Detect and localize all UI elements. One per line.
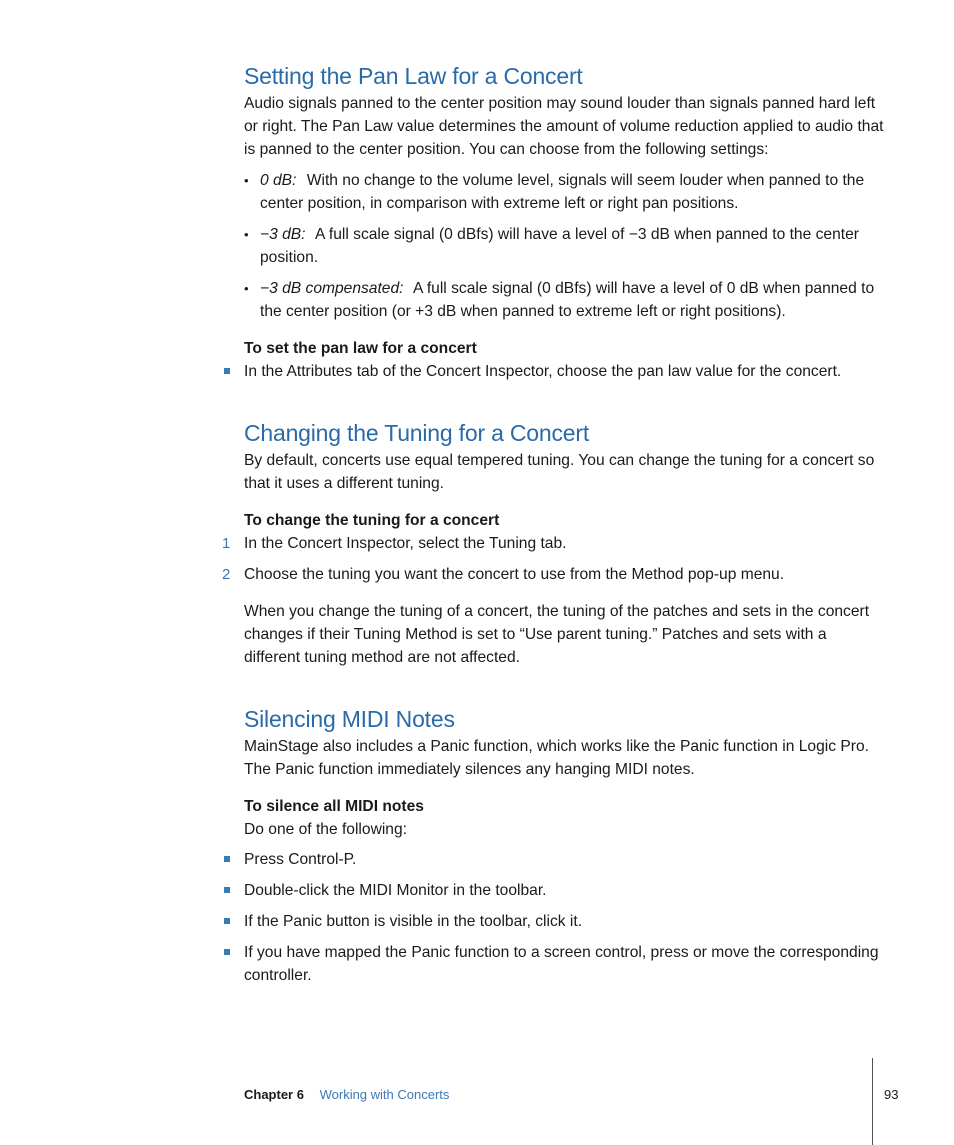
list-item xyxy=(244,848,884,871)
section-heading: Setting the Pan Law for a Concert xyxy=(244,63,583,89)
square-bullet-icon xyxy=(224,918,230,924)
task-steps xyxy=(222,532,884,586)
list-item xyxy=(222,532,884,555)
task-subtitle: Do one of the following: xyxy=(244,821,407,838)
section-heading: Changing the Tuning for a Concert xyxy=(244,420,590,446)
square-bullet-icon xyxy=(224,949,230,955)
step-text: In the Attributes tab of the Concert Inspector, choose the pan law value for the concert. xyxy=(244,363,842,380)
square-bullet-icon xyxy=(224,887,230,893)
step-number: 2 xyxy=(222,566,231,583)
bullet-dot-icon: • xyxy=(244,227,249,242)
list-item xyxy=(244,169,884,215)
option-term: 0 dB: xyxy=(260,172,297,189)
option-term: −3 dB: xyxy=(260,226,306,243)
step-number: 1 xyxy=(222,535,231,552)
task-steps xyxy=(244,848,884,987)
section-pan-law xyxy=(244,62,884,383)
page-content xyxy=(222,62,884,1012)
option-description: With no change to the volume level, signals will seem louder when panned to the center position, in comparison with extreme left or right pan positions. xyxy=(260,172,865,212)
step-text: In the Concert Inspector, select the Tuning tab. xyxy=(244,535,567,552)
list-item xyxy=(244,277,884,323)
section-heading: Silencing MIDI Notes xyxy=(244,706,455,732)
chapter-title-link[interactable]: Working with Concerts xyxy=(319,1087,450,1102)
page-number: 93 xyxy=(884,1087,899,1102)
section-note: When you change the tuning of a concert, the tuning of the patches and sets in the concert changes if their Tuning Method is set to “Use parent tuning.” Patches and sets with a different tuning method are not affected. xyxy=(244,603,870,666)
list-item xyxy=(222,563,884,586)
list-item xyxy=(244,910,884,933)
list-item xyxy=(244,941,884,987)
square-bullet-icon xyxy=(224,368,230,374)
list-item xyxy=(244,879,884,902)
pan-law-options xyxy=(244,169,884,323)
bullet-dot-icon: • xyxy=(244,281,249,296)
task-title: To change the tuning for a concert xyxy=(244,512,500,529)
task-title: To silence all MIDI notes xyxy=(244,798,424,815)
section-intro: Audio signals panned to the center position may sound louder than signals panned hard left or right. The Pan Law value determines the amount of volume reduction applied to audio that is panned to the center position. You can choose from the following settings: xyxy=(244,95,884,158)
section-intro: MainStage also includes a Panic function, which works like the Panic function in Logic Pro. The Panic function immediately silences any hanging MIDI notes. xyxy=(244,738,869,778)
chapter-label: Chapter 6 xyxy=(244,1087,304,1102)
option-description: A full scale signal (0 dBfs) will have a level of 0 dB when panned to the center position (or +3 dB when panned to extreme left or right positions). xyxy=(260,280,875,320)
task-steps xyxy=(244,360,884,383)
step-text: Press Control-P. xyxy=(244,851,357,868)
square-bullet-icon xyxy=(224,856,230,862)
bullet-dot-icon: • xyxy=(244,173,249,188)
step-text: Choose the tuning you want the concert to use from the Method pop-up menu. xyxy=(244,566,785,583)
step-text: If the Panic button is visible in the toolbar, click it. xyxy=(244,913,583,930)
option-term: −3 dB compensated: xyxy=(260,280,404,297)
section-tuning xyxy=(222,419,884,669)
list-item xyxy=(244,360,884,383)
task-title: To set the pan law for a concert xyxy=(244,340,477,357)
option-description: A full scale signal (0 dBfs) will have a level of −3 dB when panned to the center position. xyxy=(260,226,859,266)
section-intro: By default, concerts use equal tempered tuning. You can change the tuning for a concert so that it uses a different tuning. xyxy=(244,452,875,492)
footer-divider xyxy=(872,1058,873,1145)
section-silencing-midi xyxy=(244,705,884,987)
page-footer xyxy=(244,1086,449,1104)
list-item xyxy=(244,223,884,269)
step-text: If you have mapped the Panic function to a screen control, press or move the corresponding controller. xyxy=(244,944,879,984)
step-text: Double-click the MIDI Monitor in the toolbar. xyxy=(244,882,547,899)
